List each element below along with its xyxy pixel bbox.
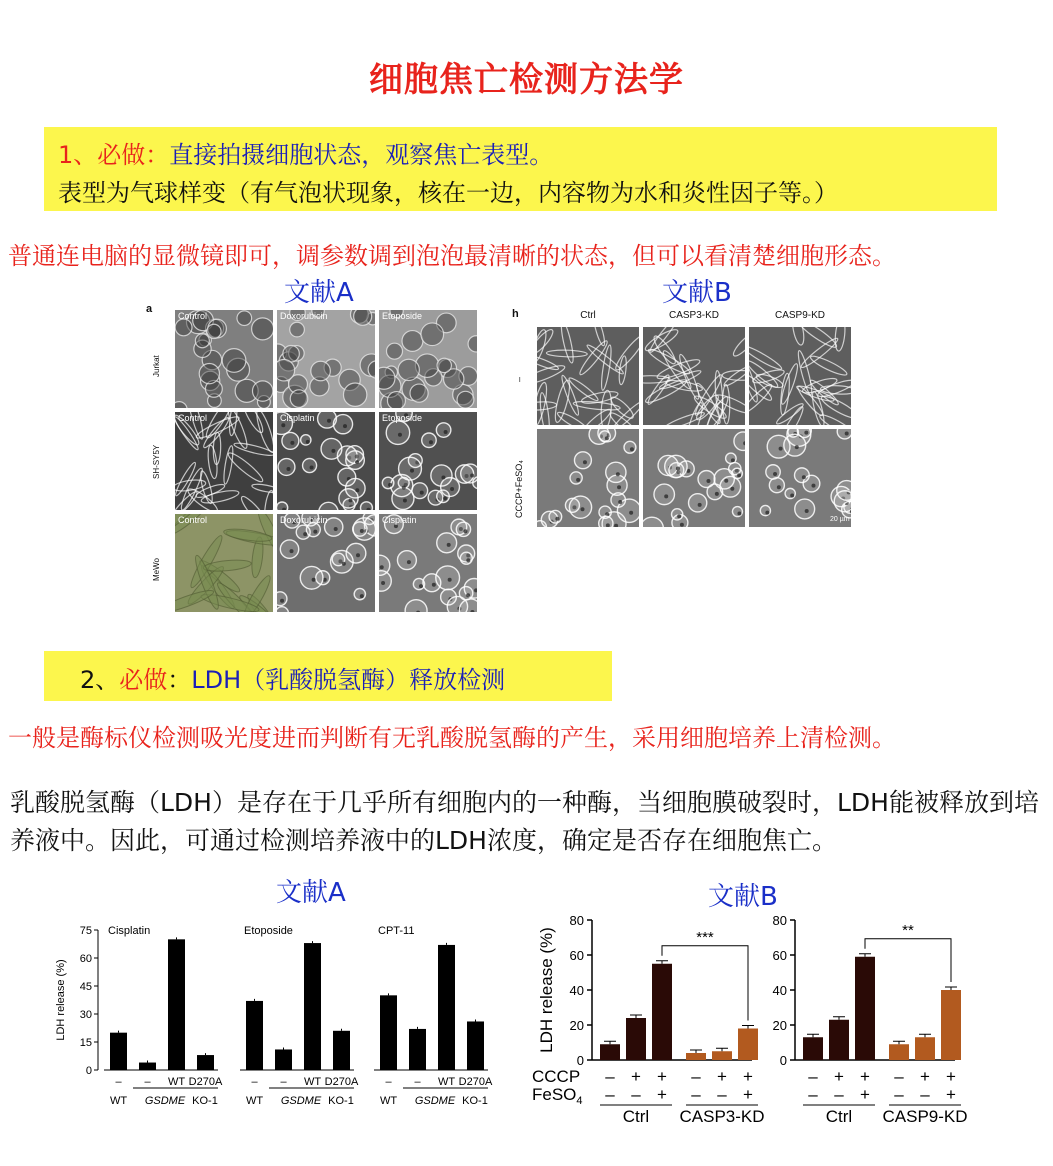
- bar: [712, 1051, 732, 1060]
- significance-bracket: [662, 946, 748, 1021]
- x-label-wt: WT: [109, 1095, 128, 1107]
- figure-a-panel: [276, 513, 376, 613]
- figure-b-panel: [642, 326, 746, 426]
- significance-stars: ***: [696, 928, 714, 946]
- feso4-sign: –: [894, 1085, 904, 1104]
- bar: [803, 1037, 823, 1060]
- cccp-sign: +: [920, 1067, 930, 1086]
- section1-num: 1、: [58, 141, 98, 169]
- x-label-ko: KO-1: [192, 1095, 218, 1107]
- bar: [438, 945, 455, 1070]
- feso4-sign: –: [920, 1085, 930, 1104]
- figure-a-panel-label: Etoposide: [382, 413, 423, 423]
- figure-a-row-label: MeWo: [152, 558, 161, 581]
- cccp-sign: –: [691, 1067, 701, 1086]
- feso4-sign: –: [631, 1085, 641, 1104]
- figure-b-col-label: Ctrl: [580, 310, 596, 321]
- y-tick-label: 0: [576, 1053, 584, 1068]
- cccp-sign: +: [631, 1067, 641, 1086]
- x-tick-label: –: [115, 1076, 122, 1088]
- cccp-sign: +: [717, 1067, 727, 1086]
- figure-b-panel-cells: [749, 327, 852, 426]
- figure-b-row-label: CCCP+FeSO₄: [514, 460, 524, 518]
- section2-num: 2、: [80, 666, 120, 694]
- bar: [855, 957, 875, 1060]
- bar: [467, 1021, 484, 1070]
- section1-box: [44, 127, 997, 211]
- figure-b-panel-cells: [537, 327, 640, 426]
- x-tick-label: WT: [303, 1076, 322, 1088]
- figure-b-row-label: –: [514, 376, 524, 382]
- feso4-sign: +: [860, 1085, 870, 1104]
- y-tick-label: 0: [779, 1053, 787, 1068]
- figure-a-panel-label: Cisplatin: [382, 515, 417, 525]
- figure-b-col-label: CASP9-KD: [774, 310, 825, 321]
- figure-b-grid: [514, 308, 860, 544]
- y-tick-label: 40: [569, 983, 584, 998]
- figure-a-panel-label: Doxorubicin: [280, 515, 328, 525]
- section2-colon: ：: [167, 666, 192, 694]
- figure-a-row-label: Jurkat: [152, 355, 161, 377]
- figure-a-panel-label: Control: [178, 413, 208, 423]
- y-tick-label: 45: [79, 981, 92, 993]
- bar: [889, 1044, 909, 1060]
- ref-a-label: 文献A: [284, 278, 354, 308]
- note-ldh: 一般是酶标仪检测吸光度进而判断有无乳酸脱氢酶的产生，采用细胞培养上清检测。: [8, 724, 896, 752]
- group-label: CASP9-KD: [882, 1107, 968, 1126]
- figure-a-grid: [152, 309, 472, 619]
- figure-a-panel: [378, 411, 478, 511]
- figure-a-panel-cells: [175, 514, 274, 613]
- feso4-subscript: 4: [576, 1095, 583, 1107]
- x-tick-label: D270A: [458, 1076, 493, 1088]
- bar: [246, 1001, 263, 1070]
- section2-box: [44, 651, 612, 701]
- x-label-ko: KO-1: [328, 1095, 354, 1107]
- figure-a-panel-cells: [379, 412, 478, 511]
- group-label: CASP3-KD: [679, 1107, 765, 1126]
- section2-title: LDH（乳酸脱氢酶）释放检测: [191, 666, 506, 694]
- cccp-sign: –: [808, 1067, 818, 1086]
- figure-a-panel-cells: [175, 412, 274, 511]
- feso4-sign: +: [743, 1085, 753, 1104]
- y-tick-label: 60: [569, 948, 584, 963]
- bar: [275, 1049, 292, 1070]
- y-tick-label: 60: [772, 948, 787, 963]
- ldh-chart-a: [50, 920, 510, 1120]
- x-label-gsdme: GSDME: [144, 1095, 186, 1107]
- bar: [168, 939, 185, 1070]
- feso4-sign: –: [605, 1085, 615, 1104]
- group-label: Etoposide: [244, 925, 293, 937]
- figure-b-panel: [642, 428, 746, 528]
- figure-a-panel-letter: a: [146, 303, 153, 315]
- bar: [738, 1029, 758, 1061]
- ldh-chart-b-casp3: [530, 905, 775, 1135]
- feso4-sign: –: [808, 1085, 818, 1104]
- cccp-sign: +: [657, 1067, 667, 1086]
- bar: [600, 1044, 620, 1060]
- note-microscope: 普通连电脑的显微镜即可，调参数调到泡泡最清晰的状态，但可以看清楚细胞形态。: [8, 242, 896, 270]
- group-label: CPT-11: [378, 925, 415, 937]
- group-label: Cisplatin: [108, 925, 151, 937]
- figure-b-panel: [748, 428, 852, 528]
- page-title: 细胞焦亡检测方法学: [369, 60, 684, 100]
- figure-b-col-label: CASP3-KD: [668, 310, 719, 321]
- feso4-sign: +: [657, 1085, 667, 1104]
- section1-heading: [58, 135, 553, 170]
- cccp-sign: +: [860, 1067, 870, 1086]
- figure-a-panel-cells: [175, 310, 274, 409]
- feso4-sign: +: [946, 1085, 956, 1104]
- y-axis-label: LDH release (%): [537, 927, 556, 1053]
- bar: [110, 1033, 127, 1070]
- y-tick-label: 40: [772, 983, 787, 998]
- figure-a-panel-label: Doxorubicin: [280, 311, 328, 321]
- x-tick-label: WT: [167, 1076, 186, 1088]
- ldh-paragraph: 乳酸脱氢酶（LDH）是存在于几乎所有细胞内的一种酶，当细胞膜破裂时，LDH能被释放到培养液中。因此，可通过检测培养液中的LDH浓度，确定是否存在细胞焦亡。: [10, 788, 1039, 855]
- ldh-chart-b-casp9: [765, 905, 975, 1135]
- figure-b-scale-bar: 20 µm: [830, 516, 850, 523]
- figure-b-panel-letter: h: [512, 308, 519, 320]
- x-tick-label: –: [414, 1076, 421, 1088]
- bar: [686, 1053, 706, 1060]
- figure-a-panel: [276, 309, 376, 409]
- figure-a-row-label: SH-SY5Y: [152, 444, 161, 479]
- feso4-sign: –: [717, 1085, 727, 1104]
- bar: [829, 1020, 849, 1060]
- figure-a-panel-cells: [277, 310, 376, 409]
- ref-a-label-2: 文献A: [276, 878, 346, 908]
- bar: [380, 995, 397, 1070]
- y-tick-label: 60: [79, 953, 92, 965]
- cccp-sign: +: [743, 1067, 753, 1086]
- significance-bracket: [865, 939, 951, 982]
- figure-a-panel-label: Control: [178, 515, 208, 525]
- x-tick-label: D270A: [324, 1076, 359, 1088]
- y-tick-label: 30: [79, 1009, 92, 1021]
- bar: [626, 1018, 646, 1060]
- feso4-sign: –: [834, 1085, 844, 1104]
- figure-a-panel: [378, 309, 478, 409]
- figure-a-panel: [174, 411, 274, 511]
- x-tick-label: –: [144, 1076, 151, 1088]
- figure-b-panel: [536, 428, 640, 528]
- x-label-gsdme: GSDME: [280, 1095, 322, 1107]
- x-label-ko: KO-1: [462, 1095, 488, 1107]
- figure-b-panel-cells: [643, 327, 746, 426]
- x-tick-label: D270A: [188, 1076, 223, 1088]
- ref-b-label-2: 文献B: [708, 882, 778, 912]
- feso4-label: FeSO$_4$: [532, 1085, 583, 1107]
- bar: [941, 990, 961, 1060]
- feso4-sign: –: [691, 1085, 701, 1104]
- figure-a-panel-label: Control: [178, 311, 208, 321]
- figure-b-panel: [748, 326, 852, 426]
- group-label: Ctrl: [622, 1107, 650, 1126]
- x-label-wt: WT: [245, 1095, 264, 1107]
- y-axis-label: LDH release (%): [55, 959, 67, 1041]
- cccp-sign: –: [605, 1067, 615, 1086]
- section2-must: 必做: [119, 666, 168, 694]
- section1-desc: 表型为气球样变（有气泡状现象，核在一边，内容物为水和炎性因子等。）: [58, 179, 838, 207]
- y-tick-label: 20: [772, 1018, 787, 1033]
- section1-title: 直接拍摄细胞状态，观察焦亡表型。: [169, 141, 554, 169]
- figure-b-panel-cells: [643, 429, 746, 528]
- y-tick-label: 15: [79, 1037, 92, 1049]
- figure-a-panel: [174, 513, 274, 613]
- section1-must: 必做：: [97, 141, 170, 169]
- y-tick-label: 0: [85, 1065, 92, 1077]
- bar: [652, 964, 672, 1060]
- bar: [197, 1055, 214, 1070]
- y-tick-label: 20: [569, 1018, 584, 1033]
- x-tick-label: WT: [437, 1076, 456, 1088]
- bar: [304, 943, 321, 1070]
- x-tick-label: –: [251, 1076, 258, 1088]
- microscopy-figure-a: [146, 303, 472, 619]
- cccp-sign: +: [946, 1067, 956, 1086]
- x-tick-label: –: [385, 1076, 392, 1088]
- microscopy-figure-b: [510, 308, 860, 544]
- x-label-wt: WT: [379, 1095, 398, 1107]
- figure-a-panel-label: Cisplatin: [280, 413, 315, 423]
- bar: [139, 1063, 156, 1070]
- figure-b-panel: [536, 326, 640, 426]
- figure-a-panel-cells: [277, 514, 376, 613]
- x-label-gsdme: GSDME: [414, 1095, 456, 1107]
- y-tick-label: 80: [569, 913, 584, 928]
- significance-stars: **: [902, 921, 914, 939]
- figure-a-panel-cells: [379, 514, 478, 613]
- cccp-sign: –: [894, 1067, 904, 1086]
- figure-a-panel: [174, 309, 274, 409]
- bar: [915, 1037, 935, 1060]
- y-tick-label: 80: [772, 913, 787, 928]
- cccp-label: CCCP: [532, 1067, 581, 1086]
- ref-b-label: 文献B: [662, 278, 732, 308]
- cccp-sign: +: [834, 1067, 844, 1086]
- figure-a-panel: [378, 513, 478, 613]
- bar: [333, 1031, 350, 1070]
- y-tick-label: 75: [79, 925, 92, 937]
- figure-a-panel: [276, 411, 376, 511]
- figure-a-panel-label: Etoposide: [382, 311, 423, 321]
- figure-a-panel-cells: [277, 412, 376, 511]
- x-tick-label: –: [280, 1076, 287, 1088]
- group-label: Ctrl: [825, 1107, 853, 1126]
- bar: [409, 1029, 426, 1070]
- figure-b-panel-cells: [537, 429, 640, 528]
- figure-b-panel-cells: [749, 429, 852, 528]
- figure-a-panel-cells: [379, 310, 478, 409]
